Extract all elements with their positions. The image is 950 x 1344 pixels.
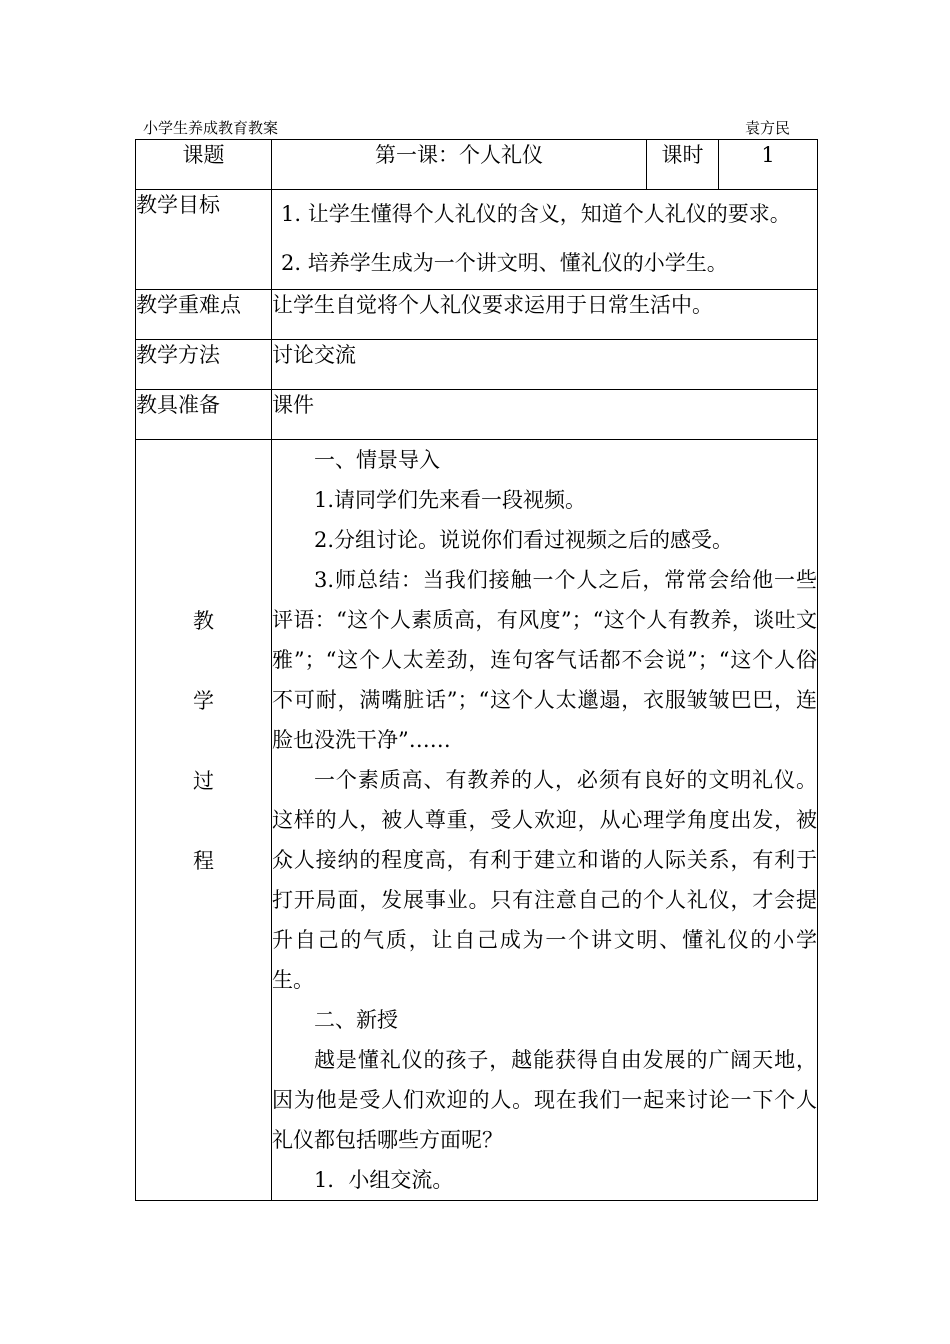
hours-label: 课时 [647, 140, 719, 190]
goal-item: 2. 培养学生成为一个讲文明、懂礼仪的小学生。 [281, 251, 728, 275]
topic-row [136, 140, 818, 190]
tools-row [136, 390, 818, 440]
header-author: 袁方民 [744, 119, 790, 137]
process-content [272, 440, 818, 1201]
goal-item: 1. 让学生懂得个人礼仪的含义，知道个人礼仪的要求。 [281, 202, 791, 226]
page-header [143, 118, 790, 138]
process-paragraph: 越是懂礼仪的孩子，越能获得自由发展的广阔天地，因为他是受人们欢迎的人。现在我们一起来讨论一下个人礼仪都包括哪些方面呢？ [272, 1048, 817, 1152]
process-paragraph: 2.分组讨论。说说你们看过视频之后的感受。 [314, 528, 734, 552]
process-paragraph: 一个素质高、有教养的人，必须有良好的文明礼仪。这样的人，被人尊重，受人欢迎，从心理学角度出发，被众人接纳的程度高，有利于建立和谐的人际关系，有利于打开局面，发展事业。只有注意自己的个人礼仪，才会提升自己的气质，让自己成为一个讲文明、懂礼仪的小学生。 [272, 768, 817, 992]
tools-label: 教具准备 [136, 390, 272, 440]
difficulty-label: 教学重难点 [136, 290, 272, 340]
process-label-char: 程 [193, 849, 214, 873]
tools-value: 课件 [272, 390, 818, 440]
process-label-char: 过 [193, 769, 214, 793]
difficulty-value: 让学生自觉将个人礼仪要求运用于日常生活中。 [272, 290, 818, 340]
process-label-char: 学 [193, 689, 214, 713]
method-label: 教学方法 [136, 340, 272, 390]
goals-cell [272, 190, 818, 290]
goals-label: 教学目标 [136, 190, 272, 290]
topic-label: 课题 [136, 140, 272, 190]
section-heading: 一、情景导入 [314, 448, 440, 472]
method-row [136, 340, 818, 390]
difficulty-row [136, 290, 818, 340]
header-title: 小学生养成教育教案 [143, 119, 279, 137]
hours-value: 1 [719, 140, 818, 190]
process-paragraph: 3.师总结：当我们接触一个人之后，常常会给他一些评语：“这个人素质高，有风度”；“这个人有教养，谈吐文雅”；“这个人太差劲，连句客气话都不会说”；“这个人俗不可耐，满嘴脏话”；“这个人太邋遢，衣服皱皱巴巴，连脸也没洗干净”…… [272, 568, 817, 752]
method-value: 讨论交流 [272, 340, 818, 390]
process-paragraph: 1．小组交流。 [314, 1168, 454, 1192]
process-label [136, 440, 272, 1201]
section-heading: 二、新授 [314, 1008, 398, 1032]
lesson-plan-table [135, 139, 818, 1201]
process-paragraph: 1.请同学们先来看一段视频。 [314, 488, 587, 512]
topic-value: 第一课：个人礼仪 [272, 140, 647, 190]
goals-row [136, 190, 818, 290]
process-label-char: 教 [193, 609, 214, 633]
process-row [136, 440, 818, 1201]
